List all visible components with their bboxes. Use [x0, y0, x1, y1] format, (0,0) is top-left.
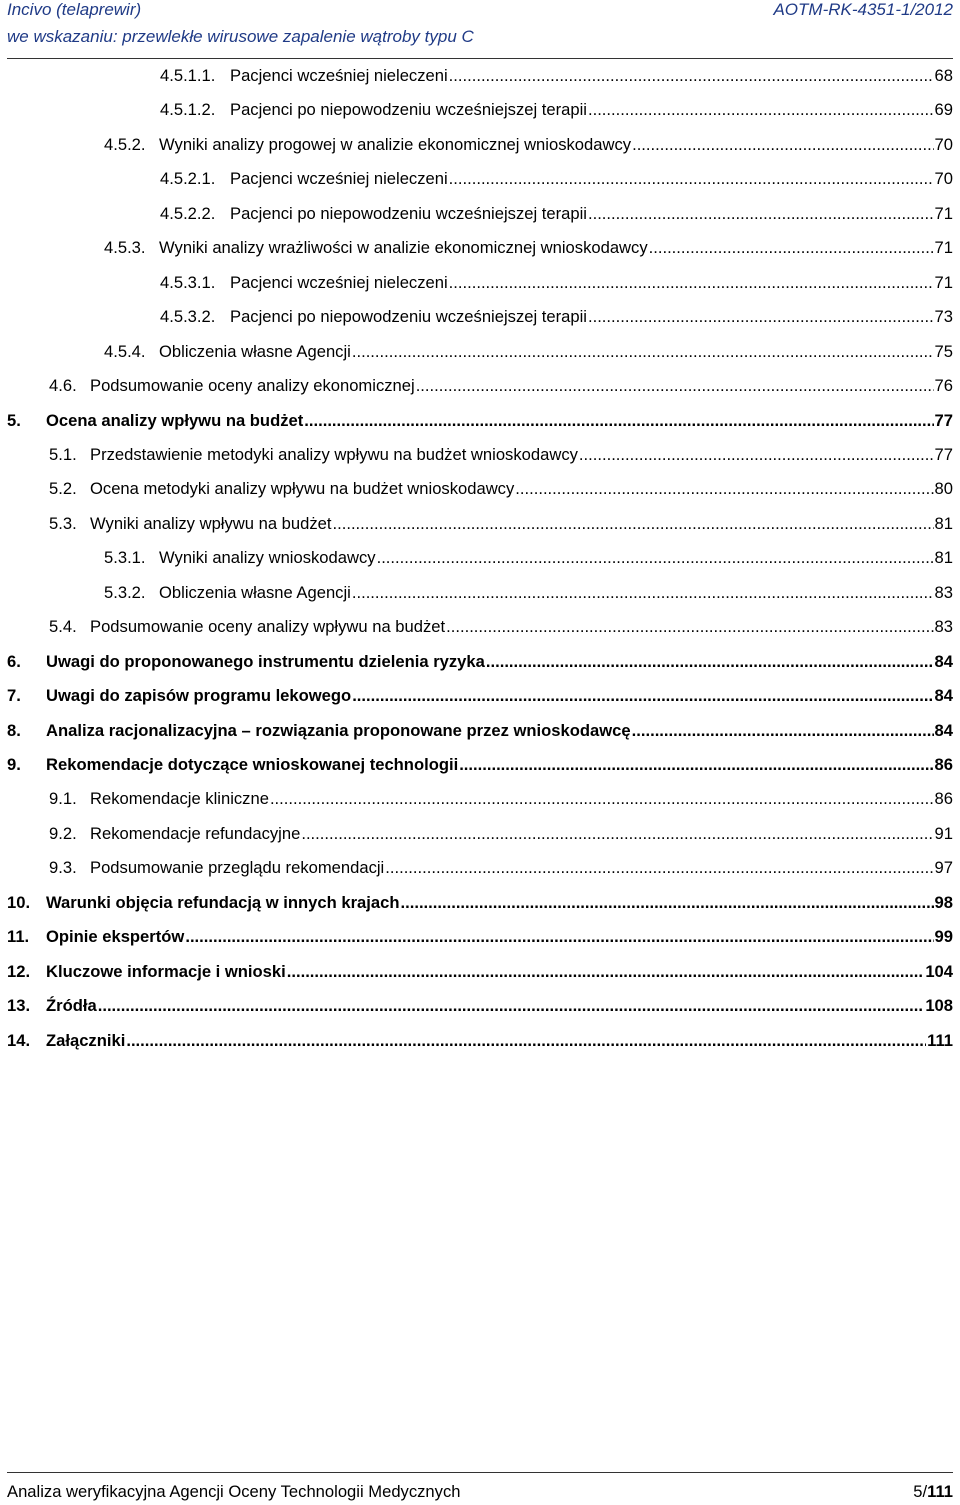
toc-dot-leader [446, 617, 933, 637]
toc-entry[interactable] [104, 548, 953, 576]
toc-entry-number: 14. [7, 1030, 31, 1050]
toc-entry[interactable] [49, 824, 953, 852]
toc-entry-page: 83 [934, 617, 953, 637]
toc-entry[interactable] [160, 100, 953, 128]
toc-entry-page: 84 [934, 720, 953, 740]
document-reference-number: AOTM-RK-4351-1/2012 [773, 0, 953, 19]
toc-dot-leader [352, 342, 934, 362]
toc-entry-title: Ocena metodyki analizy wpływu na budżet wnioskodawcy [90, 479, 515, 499]
page-total: 111 [927, 1482, 953, 1501]
toc-entry-title: Rekomendacje kliniczne [90, 789, 269, 809]
toc-entry-title: Ocena analizy wpływu na budżet [46, 410, 304, 430]
toc-entry-number: 4.5.1.1. [160, 66, 216, 85]
toc-entry-page: 71 [934, 238, 953, 258]
toc-entry-page: 99 [934, 927, 953, 947]
toc-entry[interactable] [7, 686, 953, 714]
toc-entry[interactable] [7, 996, 953, 1024]
toc-entry[interactable] [7, 927, 953, 955]
toc-entry-title: Podsumowanie przeglądu rekomendacji [90, 858, 385, 878]
toc-dot-leader [352, 686, 933, 706]
toc-dot-leader [588, 307, 934, 327]
toc-entry[interactable] [160, 169, 953, 197]
toc-entry-page: 71 [934, 272, 953, 292]
toc-dot-leader [632, 721, 934, 741]
toc-entry-number: 4.6. [49, 376, 77, 396]
toc-entry-number: 5.3.2. [104, 582, 146, 602]
toc-entry-title: Wyniki analizy wrażliwości w analizie ekonomicznej wnioskodawcy [159, 238, 648, 258]
toc-entry[interactable] [7, 962, 953, 990]
toc-entry-number: 4.5.2. [104, 134, 146, 154]
toc-entry[interactable] [7, 652, 953, 680]
toc-dot-leader [588, 100, 934, 120]
toc-entry-number: 5.1. [49, 444, 77, 464]
toc-entry-number: 13. [7, 996, 31, 1016]
page-separator: / [922, 1482, 928, 1501]
toc-entry-number: 4.5.2.1. [160, 169, 216, 189]
toc-entry-page: 70 [934, 134, 953, 154]
toc-entry[interactable] [160, 66, 953, 94]
toc-dot-leader [270, 789, 934, 809]
toc-entry-title: Rekomendacje refundacyjne [90, 823, 301, 843]
toc-dot-leader [449, 169, 934, 189]
toc-entry-title: Podsumowanie oceny analizy ekonomicznej [90, 376, 415, 396]
toc-dot-leader [649, 238, 934, 258]
toc-entry[interactable] [104, 342, 953, 370]
toc-dot-leader [301, 824, 933, 844]
toc-entry-number: 4.5.3.1. [160, 272, 216, 292]
toc-dot-leader [486, 652, 934, 672]
toc-entry-number: 11. [7, 927, 30, 947]
toc-entry-title: Wyniki analizy progowej w analizie ekonomicznej wnioskodawcy [159, 134, 632, 154]
toc-dot-leader [416, 376, 934, 396]
toc-dot-leader [352, 583, 934, 603]
toc-dot-leader [449, 273, 934, 293]
toc-entry-page: 68 [934, 66, 953, 85]
toc-entry[interactable] [49, 858, 953, 886]
toc-entry-number: 7. [7, 686, 21, 706]
page-header [7, 0, 953, 60]
toc-entry-title: Pacjenci po niepowodzeniu wcześniejszej terapii [230, 307, 587, 327]
toc-entry[interactable] [7, 721, 953, 749]
toc-entry-page: 81 [934, 548, 953, 568]
toc-dot-leader [126, 1031, 926, 1051]
toc-entry-page: 81 [934, 513, 953, 533]
toc-entry-page: 86 [934, 755, 953, 774]
toc-entry-number: 5.4. [49, 617, 77, 637]
toc-dot-leader [304, 411, 933, 431]
toc-entry-number: 5.2. [49, 479, 77, 499]
toc-entry-number: 4.5.2.2. [160, 203, 216, 223]
toc-entry-title: Pacjenci po niepowodzeniu wcześniejszej terapii [230, 203, 587, 223]
page-current: 5 [913, 1482, 923, 1501]
toc-entry[interactable] [49, 376, 953, 404]
toc-entry[interactable] [104, 135, 953, 163]
toc-entry-number: 4.5.1.2. [160, 100, 216, 120]
toc-entry-page: 70 [934, 169, 953, 189]
toc-entry-title: Pacjenci po niepowodzeniu wcześniejszej terapii [230, 100, 587, 120]
footer-agency-name: Analiza weryfikacyjna Agencji Oceny Technologii Medycznych [7, 1482, 461, 1501]
toc-entry-title: Kluczowe informacje i wnioski [46, 961, 286, 981]
toc-entry-page: 91 [934, 823, 953, 843]
toc-entry-page: 86 [934, 789, 953, 809]
toc-dot-leader [377, 548, 934, 568]
toc-entry-page: 111 [927, 1030, 953, 1050]
toc-entry-number: 5.3.1. [104, 548, 146, 568]
toc-entry-number: 9.1. [49, 789, 77, 809]
toc-entry-number: 8. [7, 720, 21, 740]
toc-entry-number: 9.2. [49, 823, 77, 843]
toc-entry-title: Pacjenci wcześniej nieleczeni [230, 66, 448, 85]
toc-dot-leader [385, 858, 933, 878]
toc-dot-leader [459, 755, 933, 775]
toc-dot-leader [98, 996, 925, 1016]
toc-entry-title: Przedstawienie metodyki analizy wpływu na budżet wnioskodawcy [90, 444, 578, 464]
toc-dot-leader [449, 66, 934, 86]
header-divider [7, 58, 953, 59]
toc-dot-leader [185, 927, 933, 947]
toc-entry[interactable] [7, 893, 953, 921]
toc-entry-title: Wyniki analizy wpływu na budżet [90, 513, 332, 533]
footer-divider [7, 1472, 953, 1473]
toc-entry-number: 6. [7, 651, 21, 671]
toc-entry-number: 4.5.3. [104, 238, 146, 258]
toc-entry-number: 5.3. [49, 513, 77, 533]
toc-entry-page: 73 [934, 307, 953, 327]
toc-dot-leader [588, 204, 934, 224]
toc-entry-page: 76 [934, 376, 953, 396]
toc-entry-page: 80 [934, 479, 953, 499]
toc-entry-page: 77 [934, 410, 953, 430]
toc-entry-title: Analiza racjonalizacyjna – rozwiązania proponowane przez wnioskodawcę [46, 720, 631, 740]
document-drug-title: Incivo (telaprewir) [7, 0, 142, 19]
toc-entry[interactable] [7, 1031, 953, 1059]
toc-entry[interactable] [49, 445, 953, 473]
toc-entry-title: Warunki objęcia refundacją w innych krajach [46, 892, 400, 912]
toc-entry-number: 4.5.4. [104, 341, 146, 361]
toc-entry-title: Uwagi do zapisów programu lekowego [46, 686, 352, 706]
toc-entry-title: Obliczenia własne Agencji [159, 341, 351, 361]
toc-dot-leader [632, 135, 933, 155]
toc-dot-leader [579, 445, 934, 465]
toc-dot-leader [401, 893, 934, 913]
toc-entry-page: 83 [934, 582, 953, 602]
toc-entry-title: Pacjenci wcześniej nieleczeni [230, 272, 448, 292]
toc-entry-page: 108 [925, 996, 953, 1016]
toc-entry-title: Załączniki [46, 1030, 126, 1050]
toc-entry-title: Opinie ekspertów [46, 927, 185, 947]
toc-entry[interactable] [160, 307, 953, 335]
toc-entry[interactable] [160, 204, 953, 232]
toc-entry-title: Pacjenci wcześniej nieleczeni [230, 169, 448, 189]
toc-entry-page: 84 [934, 651, 953, 671]
toc-entry-title: Źródła [46, 996, 97, 1016]
toc-entry[interactable] [49, 479, 953, 507]
toc-entry[interactable] [160, 273, 953, 301]
toc-entry-title: Obliczenia własne Agencji [159, 582, 351, 602]
toc-entry-number: 12. [7, 961, 31, 981]
toc-entry[interactable] [49, 514, 953, 542]
toc-entry-page: 71 [934, 203, 953, 223]
toc-entry[interactable] [7, 755, 953, 783]
toc-entry-page: 104 [925, 961, 953, 981]
toc-entry-page: 97 [934, 858, 953, 878]
toc-entry-number: 5. [7, 410, 21, 430]
toc-entry-title: Uwagi do proponowanego instrumentu dzielenia ryzyka [46, 651, 485, 671]
toc-entry-page: 98 [934, 892, 953, 912]
page-number [913, 1482, 953, 1502]
toc-entry-page: 69 [934, 100, 953, 120]
toc-entry[interactable] [104, 238, 953, 266]
toc-entry-page: 84 [934, 686, 953, 706]
toc-entry-page: 77 [934, 444, 953, 464]
toc-entry-title: Wyniki analizy wnioskodawcy [159, 548, 376, 568]
toc-entry[interactable] [104, 583, 953, 611]
toc-entry-number: 4.5.3.2. [160, 307, 216, 327]
toc-dot-leader [515, 479, 933, 499]
toc-dot-leader [333, 514, 934, 534]
toc-dot-leader [287, 962, 925, 982]
toc-entry[interactable] [49, 617, 953, 645]
toc-entry[interactable] [49, 789, 953, 817]
toc-entry-number: 9.3. [49, 858, 77, 878]
toc-entry-title: Rekomendacje dotyczące wnioskowanej technologii [46, 755, 459, 774]
toc-entry-page: 75 [934, 341, 953, 361]
toc-entry-number: 9. [7, 755, 21, 774]
toc-entry-title: Podsumowanie oceny analizy wpływu na budżet [90, 617, 446, 637]
toc-entry-number: 10. [7, 892, 31, 912]
document-indication: we wskazaniu: przewlekłe wirusowe zapalenie wątroby typu C [7, 27, 474, 46]
toc-entry[interactable] [7, 411, 953, 439]
